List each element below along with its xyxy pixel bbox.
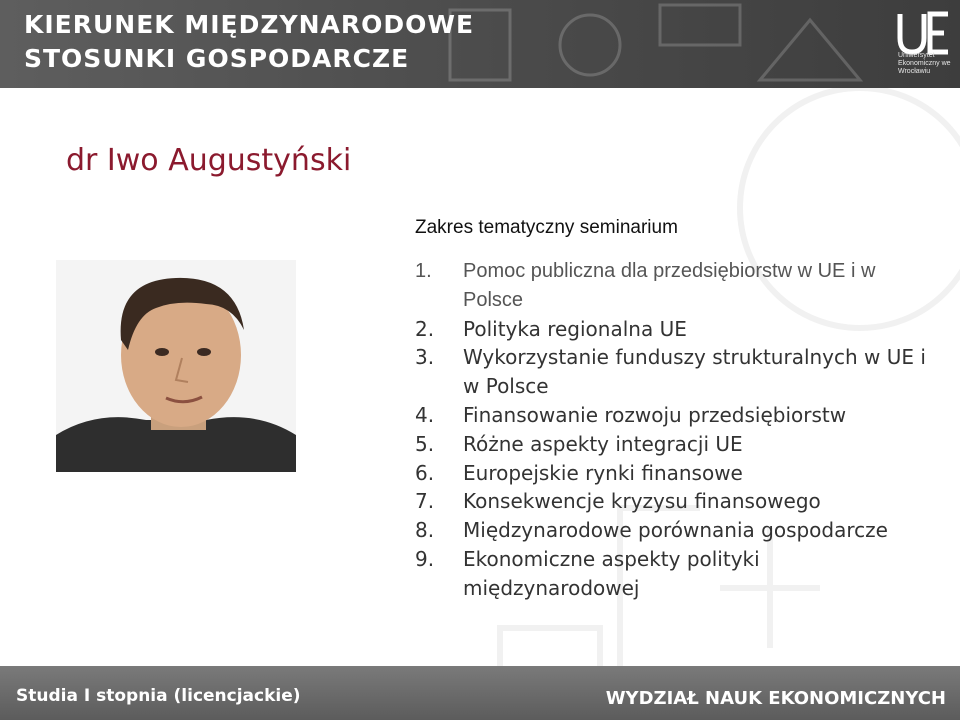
list-item-number: 7.: [415, 489, 435, 514]
author-name: dr Iwo Augustyński: [66, 143, 352, 178]
list-item-number: 4.: [415, 402, 435, 427]
seminar-heading: Zakres tematyczny seminarium: [415, 217, 678, 238]
list-item: [415, 343, 935, 401]
list-item-number: 1.: [415, 260, 432, 282]
list-item-text: Różne aspekty integracji UE: [463, 431, 743, 456]
list-item-text: Ekonomiczne aspekty polityki międzynarodowej: [463, 546, 760, 600]
list-item: [415, 459, 935, 488]
list-item-number: 2.: [415, 316, 435, 341]
list-item-text: Polityka regionalna UE: [463, 316, 687, 341]
list-item: [415, 487, 935, 516]
author-photo: [56, 260, 296, 472]
list-item-number: 9.: [415, 546, 435, 571]
list-item: [415, 315, 935, 344]
list-item: [415, 257, 935, 315]
list-item-text: Finansowanie rozwoju przedsiębiorstw: [463, 402, 847, 427]
list-item: [415, 516, 935, 545]
logo-text: UE: [924, 48, 926, 49]
study-level-label: Studia I stopnia (licencjackie): [16, 686, 301, 706]
list-item-number: 6.: [415, 460, 435, 485]
faculty-label: WYDZIAŁ NAUK EKONOMICZNYCH: [605, 688, 946, 709]
page-title: [24, 8, 474, 76]
list-item-number: 5.: [415, 431, 435, 456]
list-item: [415, 401, 935, 430]
list-item-number: 8.: [415, 518, 435, 543]
title-line-1: KIERUNEK MIĘDZYNARODOWE: [24, 10, 475, 39]
list-item-text: Wykorzystanie funduszy strukturalnych w UE i w Polsce: [463, 345, 926, 399]
logo-caption: Uniwersytet Ekonomiczny we Wrocławiu: [898, 52, 951, 75]
header-pattern-decoration: [430, 0, 880, 88]
footer-bar: [0, 666, 960, 720]
list-item-text: Międzynarodowe porównania gospodarcze: [463, 518, 888, 543]
list-item-number: 3.: [415, 345, 435, 370]
list-item-text: Konsekwencje kryzysu finansowego: [463, 489, 821, 514]
list-item: [415, 545, 935, 603]
topics-list: [415, 257, 935, 603]
header-bar: [0, 0, 960, 88]
list-item-text: Pomoc publiczna dla przedsiębiorstw w UE i w Polsce: [463, 260, 876, 311]
list-item-text: Europejskie rynki finansowe: [463, 460, 743, 485]
title-line-2: STOSUNKI GOSPODARCZE: [24, 44, 410, 73]
list-item: [415, 430, 935, 459]
